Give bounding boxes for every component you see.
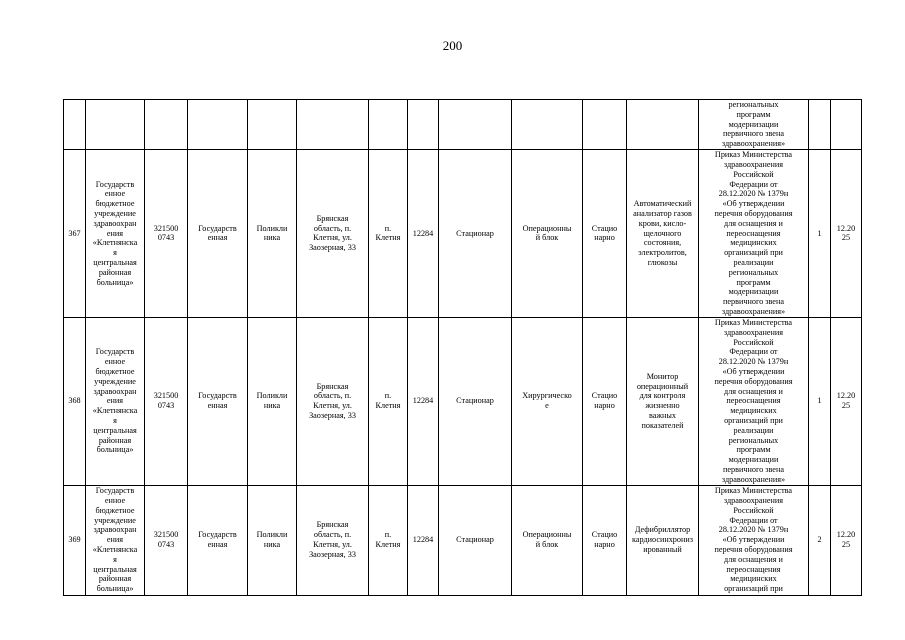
cell-unit: Операционны й блок — [512, 149, 583, 317]
cell-org: Государств енное бюджетное учреждение здравоохран ения «Клетнянска я центральная районная больница» — [86, 149, 145, 317]
cell-address — [297, 100, 369, 150]
page-number: 200 — [442, 38, 463, 53]
cell-equipment: Монитор операционный для контроля жизненно важных показателей — [627, 317, 699, 485]
cell-equipment: Дефибриллятор кардиосинхрониз ированный — [627, 485, 699, 595]
cell-basis: Приказ Министерства здравоохранения Российской Федерации от 28.12.2020 № 1379н «Об утверждении перечня оборудования для оснащения и переоснащения медицинских организаций при — [699, 485, 809, 595]
cell-unit — [512, 100, 583, 150]
table-row — [64, 100, 862, 150]
cell-date — [831, 100, 862, 150]
cell-unit: Хирургическо е — [512, 317, 583, 485]
cell-ownership — [188, 100, 248, 150]
cell-code: 321500 0743 — [145, 149, 188, 317]
cell-dept: Стационар — [439, 317, 512, 485]
cell-unit: Операционны й блок — [512, 485, 583, 595]
cell-address: Брянская область, п. Клетня, ул. Заозерная, 33 — [297, 485, 369, 595]
cell-num: 368 — [64, 317, 86, 485]
cell-dept: Стационар — [439, 485, 512, 595]
cell-org — [86, 100, 145, 150]
cell-locality: п. Клетня — [369, 317, 408, 485]
cell-address: Брянская область, п. Клетня, ул. Заозерная, 33 — [297, 149, 369, 317]
cell-type — [248, 100, 297, 150]
table-row — [64, 317, 862, 485]
cell-basis: Приказ Министерства здравоохранения Российской Федерации от 28.12.2020 № 1379н «Об утверждении перечня оборудования для оснащения и переоснащения медицинских организаций при реализации региональных программ модернизации первичного звена здравоохранения» — [699, 149, 809, 317]
cell-type: Поликли ника — [248, 149, 297, 317]
cell-ownership: Государств енная — [188, 485, 248, 595]
cell-date: 12.20 25 — [831, 485, 862, 595]
cell-okato: 12284 — [408, 317, 439, 485]
cell-okato — [408, 100, 439, 150]
cell-basis: регионалъных программ модернизации первичного звена здравоохранения» — [699, 100, 809, 150]
cell-num: 369 — [64, 485, 86, 595]
cell-qty: 1 — [809, 317, 831, 485]
cell-code: 321500 0743 — [145, 485, 188, 595]
cell-type: Поликли ника — [248, 317, 297, 485]
cell-mode: Стацио нарно — [583, 317, 627, 485]
cell-code: 321500 0743 — [145, 317, 188, 485]
cell-date: 12.20 25 — [831, 149, 862, 317]
cell-org: Государств енное бюджетное учреждение здравоохран ения «Клетнянска я центральная районная больница» — [86, 317, 145, 485]
cell-locality: п. Клетня — [369, 149, 408, 317]
cell-mode: Стацио нарно — [583, 149, 627, 317]
cell-basis: Приказ Министерства здравоохранения Российской Федерации от 28.12.2020 № 1379н «Об утверждении перечня оборудования для оснащения и переоснащения медицинских организаций при реализации региональных программ модернизации первичного звена здравоохранения» — [699, 317, 809, 485]
cell-okato: 12284 — [408, 485, 439, 595]
cell-equipment — [627, 100, 699, 150]
cell-type: Поликли ника — [248, 485, 297, 595]
cell-okato: 12284 — [408, 149, 439, 317]
cell-qty — [809, 100, 831, 150]
cell-num — [64, 100, 86, 150]
cell-locality — [369, 100, 408, 150]
cell-num: 367 — [64, 149, 86, 317]
cell-qty: 2 — [809, 485, 831, 595]
cell-code — [145, 100, 188, 150]
cell-dept — [439, 100, 512, 150]
table-row — [64, 149, 862, 317]
cell-ownership: Государств енная — [188, 317, 248, 485]
cell-address: Брянская область, п. Клетня, ул. Заозерная, 33 — [297, 317, 369, 485]
equipment-table — [63, 99, 862, 596]
cell-qty: 1 — [809, 149, 831, 317]
cell-date: 12.20 25 — [831, 317, 862, 485]
cell-locality: п. Клетня — [369, 485, 408, 595]
cell-dept: Стационар — [439, 149, 512, 317]
cell-ownership: Государств енная — [188, 149, 248, 317]
cell-equipment: Автоматический анализатор газов крови, кисло- щелочного состояния, электролитов, глюкозы — [627, 149, 699, 317]
cell-mode: Стацио нарно — [583, 485, 627, 595]
table-row — [64, 485, 862, 595]
cell-org: Государств енное бюджетное учреждение здравоохран ения «Клетнянска я центральная районная больница» — [86, 485, 145, 595]
cell-mode — [583, 100, 627, 150]
